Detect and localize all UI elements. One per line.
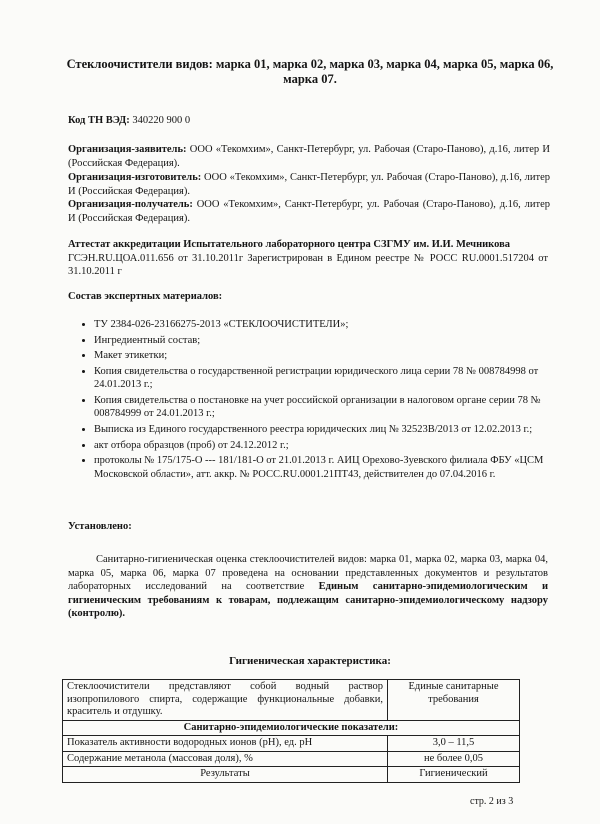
org-manufacturer: [68, 171, 550, 198]
attestation-title: Аттестат аккредитации Испытательного лабораторного центра СЗГМУ им. И.И. Мечникова: [68, 239, 510, 250]
indicator-name: Показатель активности водородных ионов (pH), ед. pH: [63, 736, 388, 752]
table-row: [63, 680, 520, 721]
tn-ved-code: [68, 115, 190, 126]
established-bold: Единым санитарно-эпидемиологическим и гигиеническим требованиям к товарам, подлежащим санитарно-эпидемиологическому надзору (контролю).: [68, 581, 548, 620]
document-title: Стеклоочистители видов: марка 01, марка 02, марка 03, марка 04, марка 05, марка 06, марка 07.: [66, 57, 554, 86]
indicators-section-header: Санитарно-эпидемиологические показатели:: [63, 720, 520, 736]
list-item: • Копия свидетельства о постановке на учет российской организации в налоговом органе серии 78 № 008784999 от 24.01.2013 г.;: [94, 394, 564, 420]
org-applicant: [68, 143, 550, 170]
table-row: [63, 720, 520, 736]
hygienic-label: Гигиенический: [388, 767, 520, 783]
list-item: • Выписка из Единого государственного реестра юридических лиц № 32523В/2013 от 12.02.2013 г.;: [94, 423, 564, 436]
list-item: • ТУ 2384-026-23166275-2013 «СТЕКЛООЧИСТИТЕЛИ»;: [94, 318, 564, 331]
table-row: [63, 751, 520, 767]
list-item: • протоколы № 175/175-О --- 181/181-О от 21.01.2013 г. АИЦ Орехово-Зуевского филиала ФБУ «ЦСМ Московской области», атт. аккр. № РОСС.RU.0001.21ПТ43, действителен до 07.04.2016 г.: [94, 454, 564, 480]
results-label: Результаты: [63, 767, 388, 783]
requirements-header: Единые санитарные требования: [388, 680, 520, 721]
attestation-text: ГСЭН.RU.ЦОА.011.656 от 31.10.2011г Зарегистрирован в Едином реестре № РОСС RU.0001.517204 от 31.10.2011 г: [68, 252, 548, 278]
org-recipient-text: ООО «Текомхим», Санкт-Петербург, ул. Рабочая (Старо-Паново), д.16, литер И (Российская Федерация).: [68, 199, 551, 224]
indicator-name: Содержание метанола (массовая доля), %: [63, 751, 388, 767]
table-row: [63, 736, 520, 752]
materials-title: Состав экспертных материалов:: [68, 291, 223, 302]
list-item: • Ингредиентный состав;: [94, 334, 564, 347]
org-manufacturer-label: Организация-изготовитель:: [68, 172, 202, 183]
list-item: • акт отбора образцов (проб) от 24.12.2012 г.;: [94, 439, 564, 452]
org-recipient-label: Организация-получатель:: [68, 199, 193, 210]
table-row: [63, 767, 520, 783]
hygiene-title: Гигиеническая характеристика:: [229, 655, 391, 667]
established-text: [68, 553, 548, 621]
org-manufacturer-text: ООО «Текомхим», Санкт-Петербург, ул. Рабочая (Старо-Паново), д.16, литер И (Российская Федерация).: [68, 172, 550, 197]
org-applicant-text: ООО «Текомхим», Санкт-Петербург, ул. Рабочая (Старо-Паново), д.16, литер И (Российская Федерация).: [68, 144, 550, 169]
list-item: • Макет этикетки;: [94, 349, 564, 362]
established-title: Установлено:: [68, 521, 132, 532]
code-label: Код ТН ВЭД:: [68, 115, 130, 126]
indicator-value: 3,0 – 11,5: [388, 736, 520, 752]
hygiene-table: [62, 679, 520, 783]
indicator-value: не более 0,05: [388, 751, 520, 767]
product-description: Стеклоочистители представляют собой водный раствор изопропилового спирта, содержащие функциональные добавки, краситель и отдушку.: [63, 680, 388, 721]
page-number: стр. 2 из 3: [470, 796, 514, 807]
established-body: Санитарно-гигиеническая оценка стеклоочистителей видов: марка 01, марка 02, марка 03, марка 04, марка 05, марка 06, марка 07 проведена на основании представленных документов и результатов лабораторных исследований на соответствие: [68, 554, 548, 593]
org-recipient: [68, 198, 550, 225]
materials-list: [78, 318, 564, 483]
code-value: 340220 900 0: [132, 115, 191, 126]
org-applicant-label: Организация-заявитель:: [68, 144, 187, 155]
list-item: • Копия свидетельства о государственной регистрации юридического лица серии 78 № 008784998 от 24.01.2013 г.;: [94, 365, 564, 391]
attestation-block: [68, 238, 548, 279]
